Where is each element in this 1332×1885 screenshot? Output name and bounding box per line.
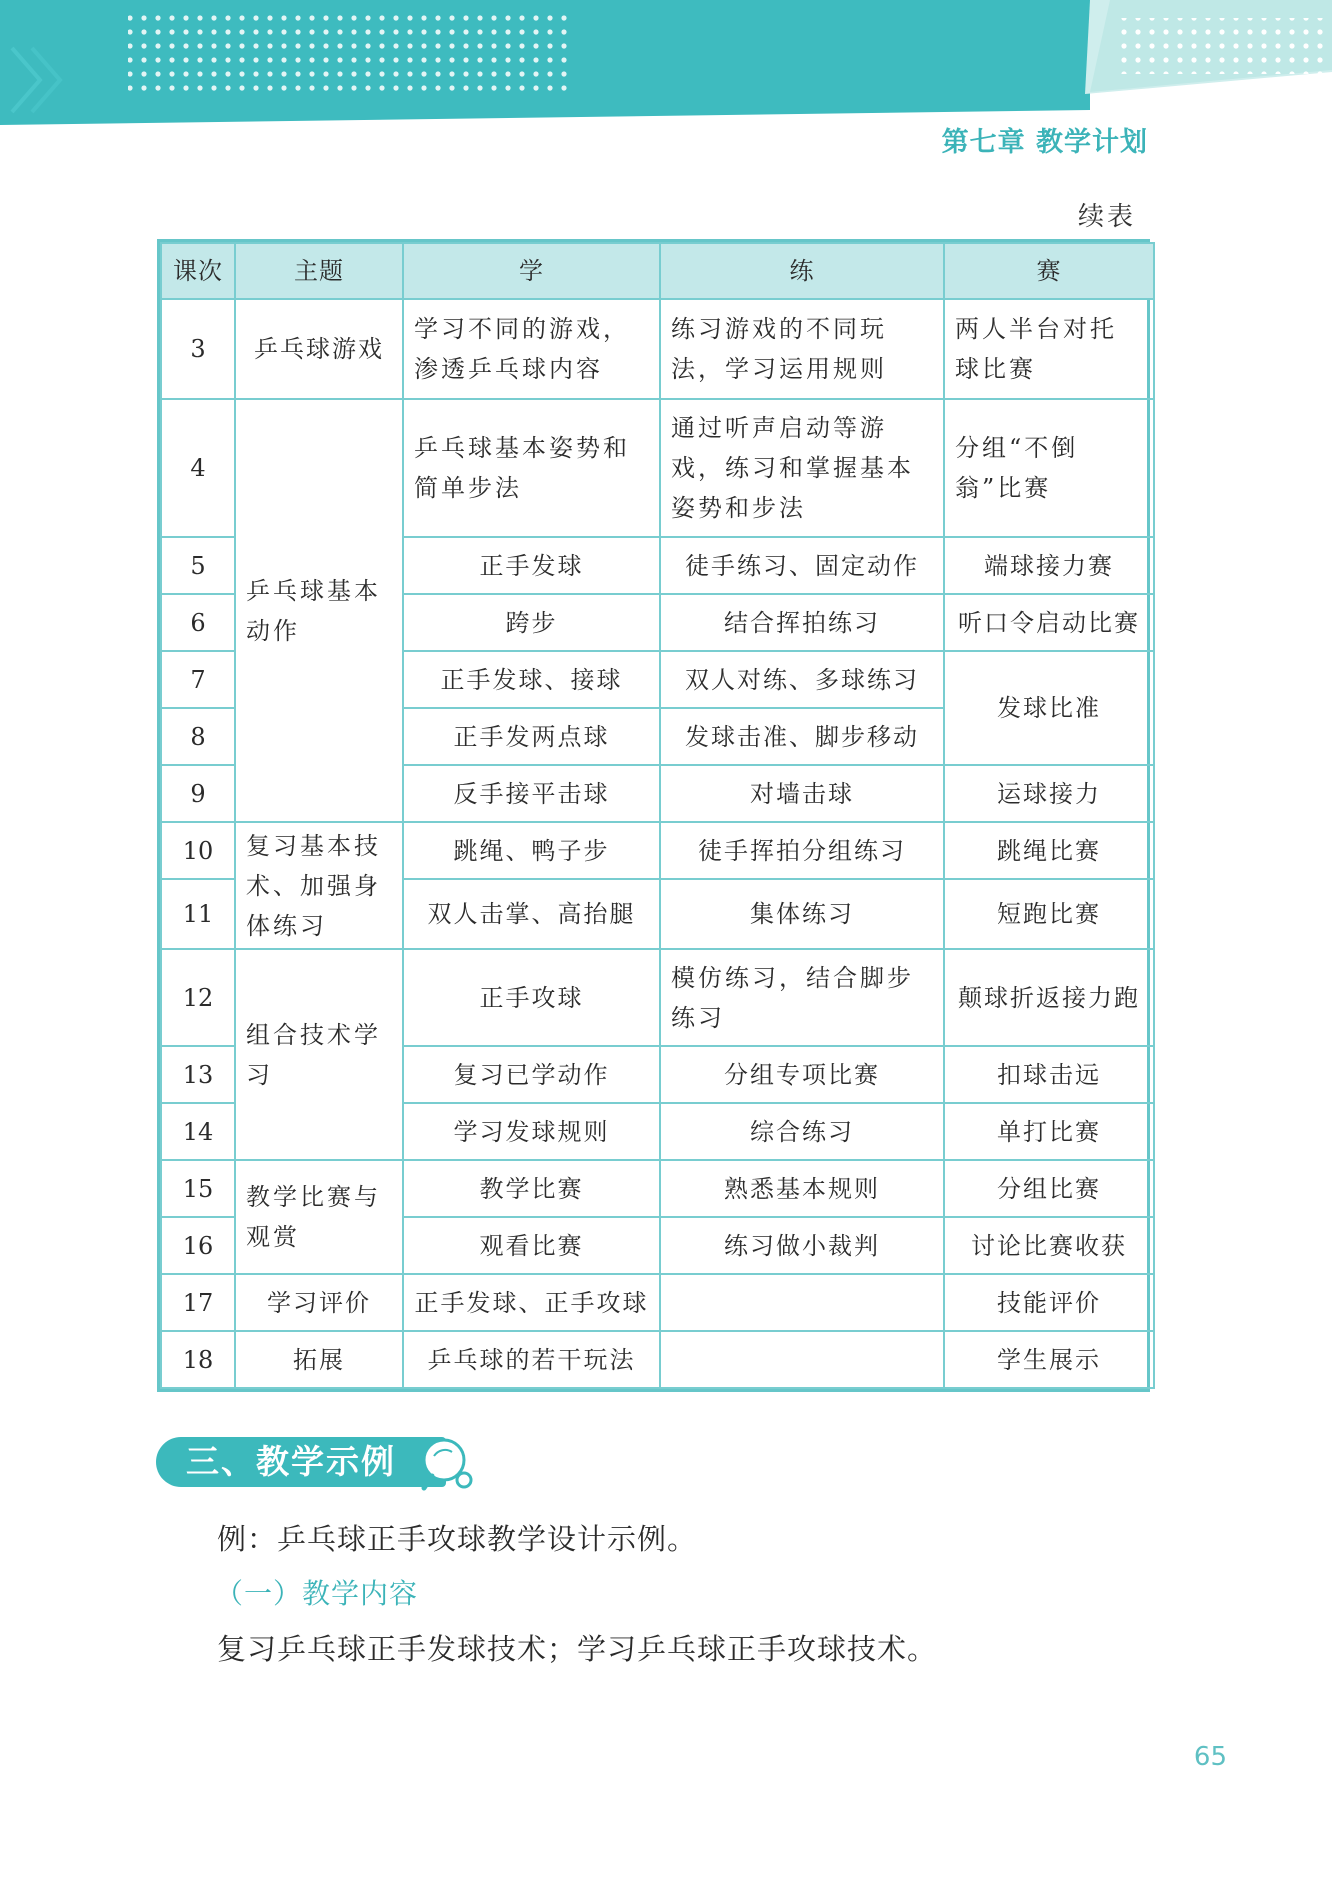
game-cell: 分组比赛 (944, 1160, 1154, 1217)
practice-cell (660, 1274, 944, 1331)
table-row (161, 399, 1154, 537)
learn-cell: 观看比赛 (403, 1217, 660, 1274)
learn-cell: 学习不同的游戏，渗透乒乓球内容 (403, 299, 660, 399)
learn-cell: 正手发两点球 (403, 708, 660, 765)
game-cell: 颠球折返接力跑 (944, 949, 1154, 1046)
practice-cell: 熟悉基本规则 (660, 1160, 944, 1217)
practice-cell: 集体练习 (660, 879, 944, 949)
teaching-content-text: 复习乒乓球正手发球技术；学习乒乓球正手攻球技术。 (217, 1632, 938, 1666)
page-number: 65 (1193, 1742, 1227, 1772)
header-practice: 练 (660, 243, 944, 299)
theme-cell: 乒乓球基本动作 (235, 399, 403, 822)
table-row (161, 299, 1154, 399)
learn-cell: 正手发球、接球 (403, 651, 660, 708)
example-sentence: 例：乒乓球正手攻球教学设计示例。 (217, 1522, 698, 1556)
learn-cell: 乒乓球基本姿势和简单步法 (403, 399, 660, 537)
lesson-number: 12 (161, 949, 235, 1046)
theme-cell: 乒乓球游戏 (235, 299, 403, 399)
learn-cell: 学习发球规则 (403, 1103, 660, 1160)
header-learn: 学 (403, 243, 660, 299)
theme-cell: 组合技术学习 (235, 949, 403, 1160)
lesson-plan-table (157, 239, 1150, 1392)
lesson-number: 9 (161, 765, 235, 822)
section-title: 三、教学示例 (186, 1442, 396, 1481)
learn-cell: 跳绳、鸭子步 (403, 822, 660, 879)
theme-cell: 复习基本技术、加强身体练习 (235, 822, 403, 949)
learn-cell: 正手攻球 (403, 949, 660, 1046)
table-row (161, 822, 1154, 879)
learn-cell: 正手发球 (403, 537, 660, 594)
lesson-number: 14 (161, 1103, 235, 1160)
theme-cell: 拓展 (235, 1331, 403, 1388)
learn-cell: 教学比赛 (403, 1160, 660, 1217)
header-banner (0, 0, 1332, 130)
table-row (161, 949, 1154, 1046)
game-cell: 学生展示 (944, 1331, 1154, 1388)
header-theme: 主题 (235, 243, 403, 299)
lesson-number: 4 (161, 399, 235, 537)
lesson-number: 8 (161, 708, 235, 765)
learn-cell: 反手接平击球 (403, 765, 660, 822)
learn-cell: 正手发球、正手攻球 (403, 1274, 660, 1331)
practice-cell: 综合练习 (660, 1103, 944, 1160)
game-cell: 跳绳比赛 (944, 822, 1154, 879)
game-cell: 听口令启动比赛 (944, 594, 1154, 651)
game-cell: 单打比赛 (944, 1103, 1154, 1160)
table-header-row (161, 243, 1154, 299)
practice-cell: 对墙击球 (660, 765, 944, 822)
lesson-number: 5 (161, 537, 235, 594)
lesson-number: 6 (161, 594, 235, 651)
game-cell: 分组“不倒翁”比赛 (944, 399, 1154, 537)
practice-cell: 练习游戏的不同玩法，学习运用规则 (660, 299, 944, 399)
lesson-number: 15 (161, 1160, 235, 1217)
subheading-teaching-content: （一）教学内容 (215, 1577, 419, 1610)
table-row (161, 1160, 1154, 1217)
header-lesson: 课次 (161, 243, 235, 299)
lesson-number: 13 (161, 1046, 235, 1103)
continued-label: 续表 (1077, 202, 1136, 232)
practice-cell: 模仿练习，结合脚步练习 (660, 949, 944, 1046)
practice-cell (660, 1331, 944, 1388)
learn-cell: 乒乓球的若干玩法 (403, 1331, 660, 1388)
game-cell: 两人半台对托球比赛 (944, 299, 1154, 399)
practice-cell: 结合挥拍练习 (660, 594, 944, 651)
lesson-number: 17 (161, 1274, 235, 1331)
learn-cell: 跨步 (403, 594, 660, 651)
lesson-number: 3 (161, 299, 235, 399)
table-row (161, 1274, 1154, 1331)
game-cell: 短跑比赛 (944, 879, 1154, 949)
ping-pong-paddle-icon (420, 1436, 474, 1492)
header-game: 赛 (944, 243, 1154, 299)
practice-cell: 分组专项比赛 (660, 1046, 944, 1103)
game-cell: 端球接力赛 (944, 537, 1154, 594)
table-row (161, 1331, 1154, 1388)
lesson-number: 16 (161, 1217, 235, 1274)
learn-cell: 双人击掌、高抬腿 (403, 879, 660, 949)
game-cell: 扣球击远 (944, 1046, 1154, 1103)
lesson-number: 10 (161, 822, 235, 879)
lesson-number: 7 (161, 651, 235, 708)
practice-cell: 发球击准、脚步移动 (660, 708, 944, 765)
practice-cell: 通过听声启动等游戏，练习和掌握基本姿势和步法 (660, 399, 944, 537)
game-cell: 技能评价 (944, 1274, 1154, 1331)
practice-cell: 徒手练习、固定动作 (660, 537, 944, 594)
theme-cell: 学习评价 (235, 1274, 403, 1331)
game-cell: 运球接力 (944, 765, 1154, 822)
practice-cell: 双人对练、多球练习 (660, 651, 944, 708)
practice-cell: 练习做小裁判 (660, 1217, 944, 1274)
learn-cell: 复习已学动作 (403, 1046, 660, 1103)
chapter-title: 第七章 教学计划 (941, 127, 1148, 158)
lesson-number: 18 (161, 1331, 235, 1388)
game-cell: 发球比准 (944, 651, 1154, 765)
lesson-number: 11 (161, 879, 235, 949)
game-cell: 讨论比赛收获 (944, 1217, 1154, 1274)
practice-cell: 徒手挥拍分组练习 (660, 822, 944, 879)
theme-cell: 教学比赛与观赏 (235, 1160, 403, 1274)
